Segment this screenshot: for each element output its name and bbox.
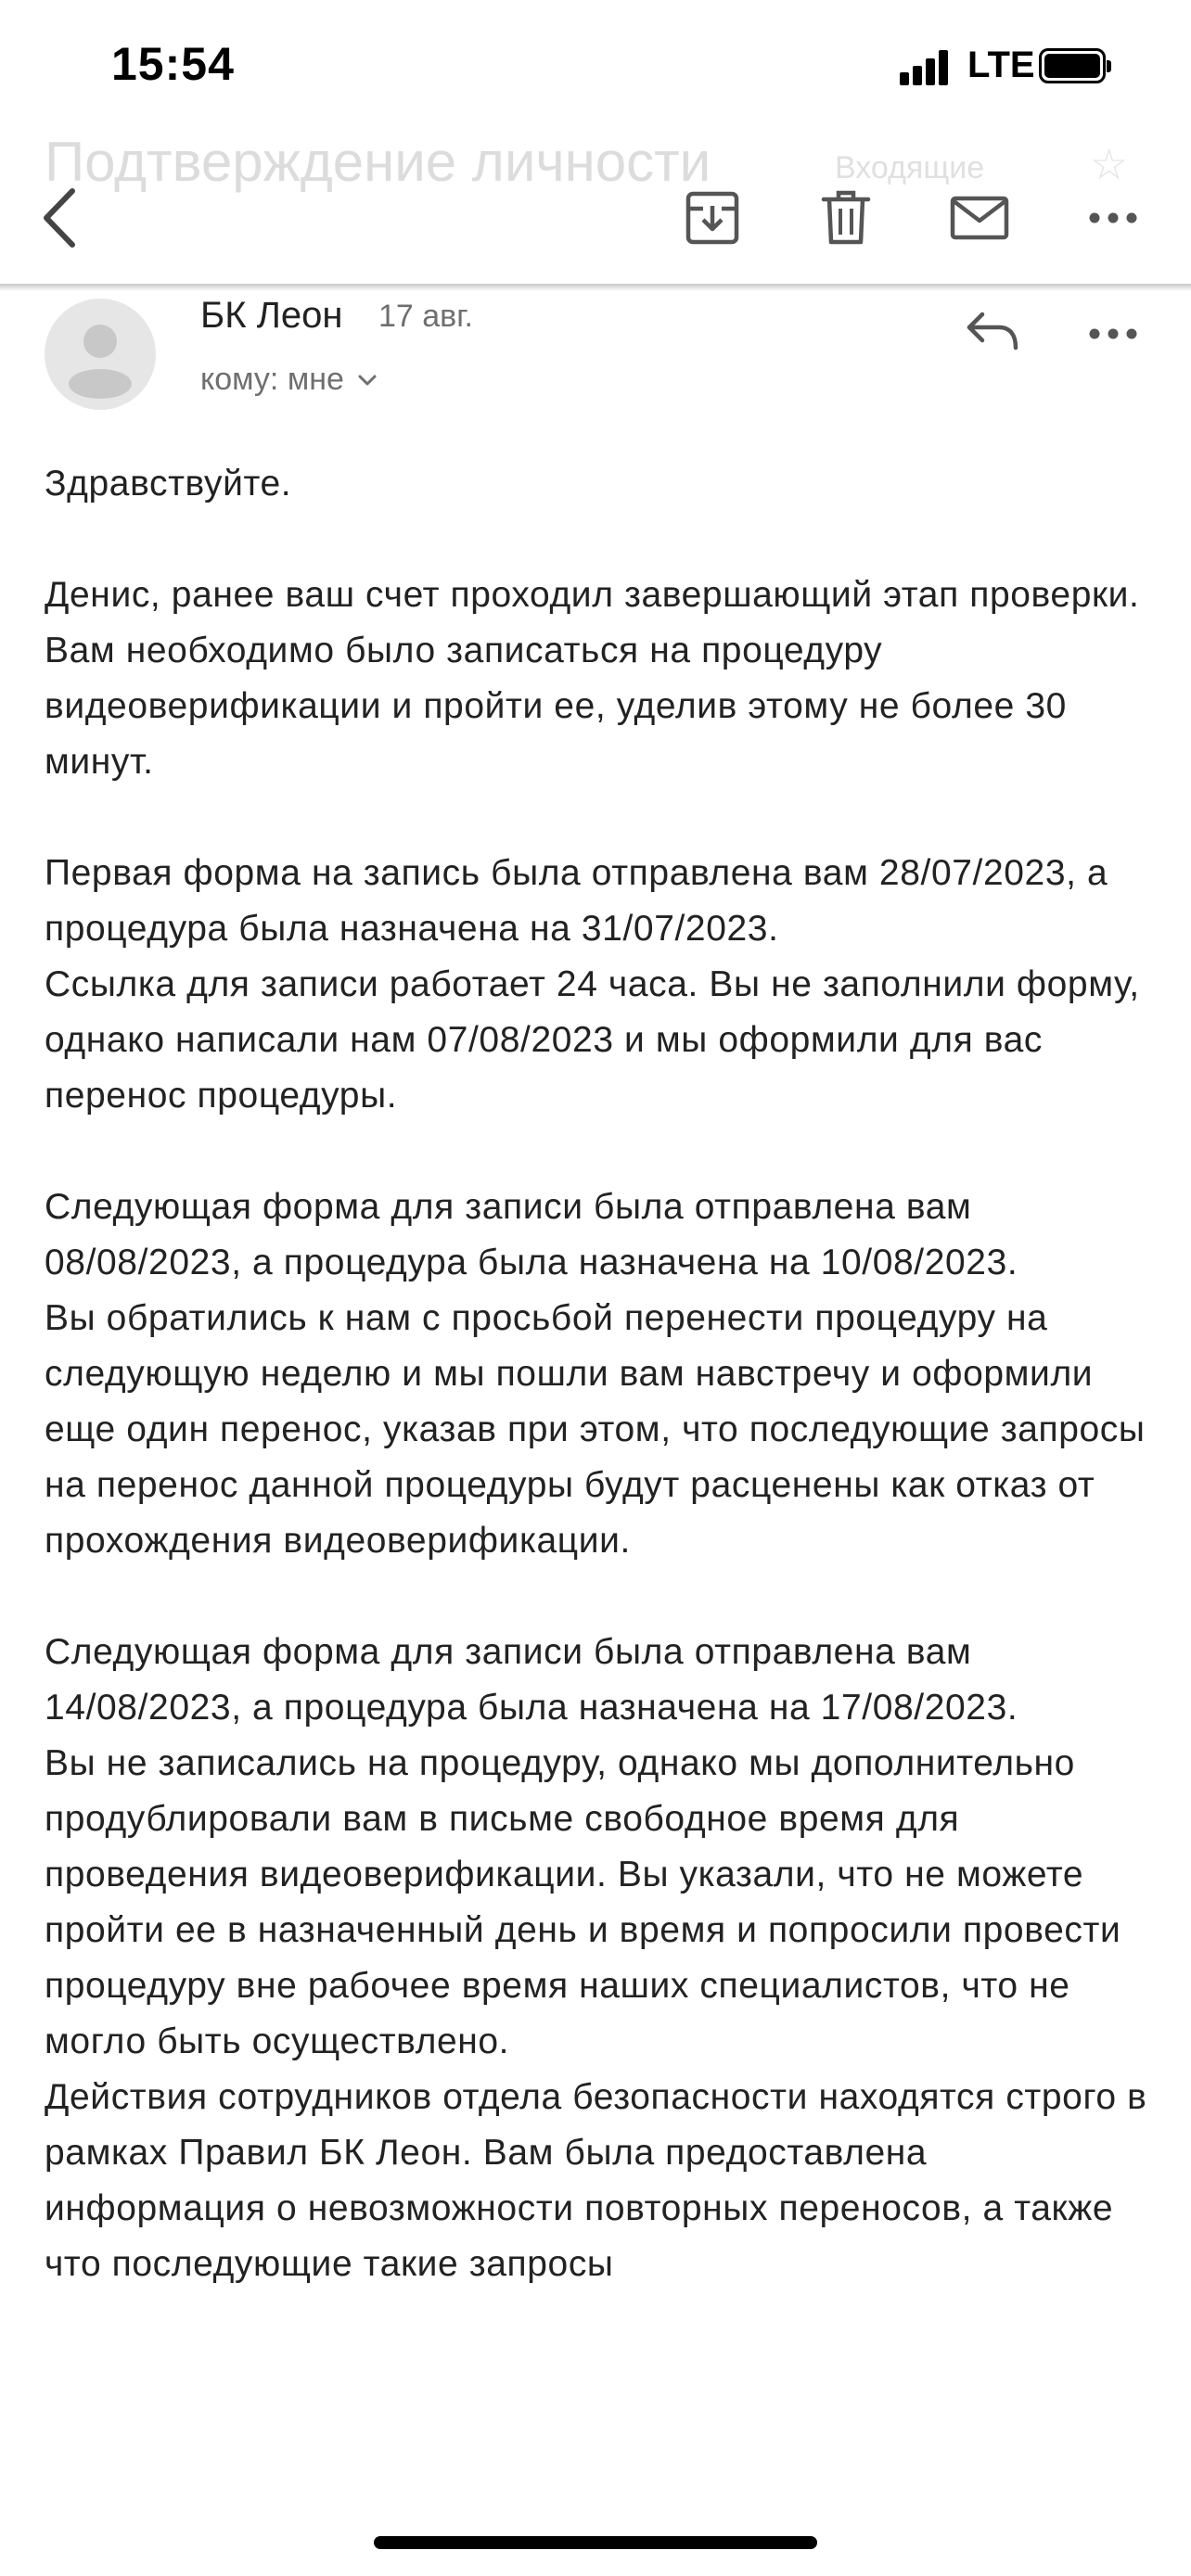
avatar[interactable] bbox=[45, 299, 156, 410]
person-icon bbox=[45, 299, 156, 410]
battery-icon bbox=[1039, 48, 1106, 83]
status-time: 15:54 bbox=[111, 38, 235, 90]
recipient-toggle[interactable] bbox=[200, 362, 378, 398]
star-icon: ☆ bbox=[1090, 140, 1129, 188]
chevron-down-icon bbox=[357, 374, 378, 387]
status-bar bbox=[0, 0, 1191, 139]
more-horizontal-icon bbox=[1088, 211, 1138, 224]
folder-label: Входящие bbox=[835, 150, 985, 185]
network-type: LTE bbox=[967, 45, 1035, 85]
toolbar-divider bbox=[0, 284, 1191, 291]
message-more-button[interactable] bbox=[1076, 306, 1150, 362]
recipient-label: кому: мне bbox=[200, 362, 344, 397]
body-paragraph: Первая форма на запись была отправлена вам 28/07/2023, а процедура была назначена на 31/07/2023. Ссылка для записи работает 24 часа. Вы не заполнили форму, однако написали нам 07/08/2023 и мы оформили для вас перенос процедуры. bbox=[45, 853, 1140, 1116]
body-paragraph: Следующая форма для записи была отправлена вам 08/08/2023, а процедура была назначена на 10/08/2023. Вы обратились к нам с просьбой перенести процедуру на следующую неделю и мы пошли вам навстречу и оформили еще один перенос, указав при этом, что последующие запросы на перенос данной процедуры будут расценены как отказ от прохождения видеоверификации. bbox=[45, 1187, 1146, 1561]
more-horizontal-icon bbox=[1088, 327, 1138, 340]
body-paragraph: Денис, ранее ваш счет проходил завершающий этап проверки. Вам необходимо было записаться на процедуру видеоверификации и пройти ее, уделив этому не более 30 минут. bbox=[45, 575, 1140, 782]
trash-icon bbox=[820, 188, 872, 248]
delete-button[interactable] bbox=[804, 176, 888, 260]
back-button[interactable] bbox=[19, 176, 102, 260]
message-body bbox=[45, 456, 1158, 2348]
chevron-left-icon bbox=[37, 185, 83, 250]
body-paragraph: Здравствуйте. bbox=[45, 464, 292, 504]
message-toolbar bbox=[0, 139, 1191, 287]
subject-title: Подтверждение личности bbox=[45, 131, 711, 193]
sender-name[interactable]: БК Леон bbox=[200, 295, 343, 336]
mark-unread-button[interactable] bbox=[938, 176, 1021, 260]
reply-button[interactable] bbox=[955, 299, 1030, 363]
reply-icon bbox=[964, 309, 1021, 353]
archive-button[interactable] bbox=[671, 176, 754, 260]
more-options-button[interactable] bbox=[1071, 176, 1155, 260]
body-paragraph: Следующая форма для записи была отправлена вам 14/08/2023, а процедура была назначена на 17/08/2023. Вы не записались на процедуру, однако мы дополнительно продублировали вам в письме свободное время для проведения видеоверификации. Вы указали, что не можете пройти ее в назначенный день и время и попросили провести процедуру вне рабочее время наших специалистов, что не могло быть осуществлено. Действия сотрудников отдела безопасности находятся строго в рамках Правил БК Леон. Вам была предоставлена информация о невозможности повторных переносов, а также что последующие такие запросы bbox=[45, 1632, 1147, 2284]
home-indicator[interactable] bbox=[374, 2536, 817, 2549]
archive-icon bbox=[684, 189, 741, 247]
message-date: 17 авг. bbox=[378, 299, 473, 334]
signal-strength-icon bbox=[900, 48, 955, 85]
envelope-icon bbox=[949, 195, 1010, 241]
